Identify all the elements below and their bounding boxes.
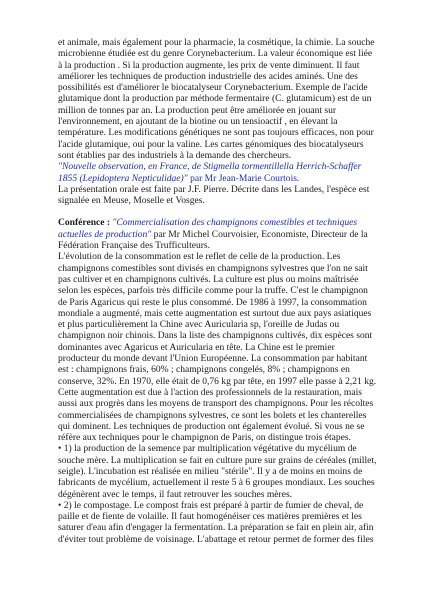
list-item-compostage: • 2) le compostage. Le compost frais est préparé à partir de fumier de cheval, de paille et de fiente de volaille. Il faut homogénéiser ces matières premières et les saturer d'eau afin d'engager la fermentation. La préparation se fait en plein air, afin d'éviter tout problème de voisinage. L'abattage et retour permet de former des files	[58, 499, 374, 545]
paragraph-presentation: La présentation orale est faite par J.F. Pierre. Décrite dans les Landes, l'espèce est signalée en Meuse, Moselle et Vosges.	[58, 183, 370, 207]
conference-author: par Mr Michel Courvoisier, Economiste, Directeur de la Fédération Française des Trufficulteurs.	[58, 228, 368, 252]
paragraph-gap	[58, 206, 378, 217]
paragraph-corynebacterium: et animale, mais également pour la pharmacie, la cosmétique, la chimie. La souche microbienne étudiée est du genre Corynebacterium. La valeur économique est liée à la production . Si la production augmente, les prix de vente diminuent. Il faut améliorer les techniques de production industrielle des acides aminés. Une des possibilités est d'améliorer le biocatalyseur Corynebacterium. Exemple de l'acide glutamique dont la production par méthode fermentaire (C. glutamicum) est de un million de tonnes par an. La production peut être améliorée en jouant sur l'environnement, en ajoutant de la biotine ou un tensioactif , en élevant la température. Les modifications génétiques ne sont pas toujours efficaces, non pour l'acide glutamique, oui pour la valine. Les cartes génomiques des biocatalyseurs sont établies par des industriels à la demande des chercheurs.	[58, 37, 375, 161]
observation-author: par Mr Jean-Marie Courtois.	[187, 172, 300, 184]
list-item-semence: • 1) la production de la semence par multiplication végétative du mycélium de souche mère. La multiplication se fait en culture pure sur grains de céréales (millet, seigle). L'incubation est réalisée en milieu "stérile". Il y a de moins en moins de fabricants de mycélium, actuellement il reste 5 à 6 groupes mondiaux. Les souches dégénèrent avec le temps, il faut retrouver les souches mères.	[58, 443, 377, 500]
conference-label: Conférence :	[58, 217, 111, 229]
conference-heading	[58, 217, 378, 251]
conference-title: "Commercialisation des champignons comestibles et techniques actuelles de production"	[58, 217, 358, 240]
paragraph-consommation: L'évolution de la consommation est le reflet de celle de la production. Les champignons comestibles sont divisés en champignons sylvestres que l'on ne sait pas cultiver et en champignons cultivés. La culture est plus ou moins maîtrisée selon les espèces, parfois très difficile comme pour la truffe. C'est le champignon de Paris Agaricus qui reste le plus consommé. De 1986 à 1997, la consommation mondiale a augmenté, mais cette augmentation est surtout due aux pays asiatiques et plus particulièrement la Chine avec Auricularia sp, l'oreille de Judas ou champignon noir chinois. Dans la liste des champignons cultivés, dix espèces sont dominantes avec Agaricus et Auricularia en tête. La Chine est le premier producteur du monde devant l'Union Européenne. La consommation par habitant est : champignons frais, 60% ; champignons congelés, 8% ; champignons en conserve, 32%. En 1970, elle était de 0,76 kg par tête, en 1997 elle passe à 2,21 kg. Cette augmentation est due à l'action des professionnels de la restauration, mais aussi aux progrès dans les moyens de transport des champignons. Pour les récoltes commercialisées de champignons sylvestres, ce sont les bolets et les chanterelles qui dominent. Les techniques de production ont également évolué. Si vous ne se réfère aux techniques pour le champignon de Paris, on distingue trois étapes.	[58, 251, 377, 444]
document-page	[58, 37, 378, 545]
observation-heading	[58, 161, 378, 184]
observation-title: "Nouvelle observation, en France, de Stigmella tormentillella Herrich-Schaffer 1855 (Lepidoptera Nepticulidae)"	[58, 161, 362, 184]
